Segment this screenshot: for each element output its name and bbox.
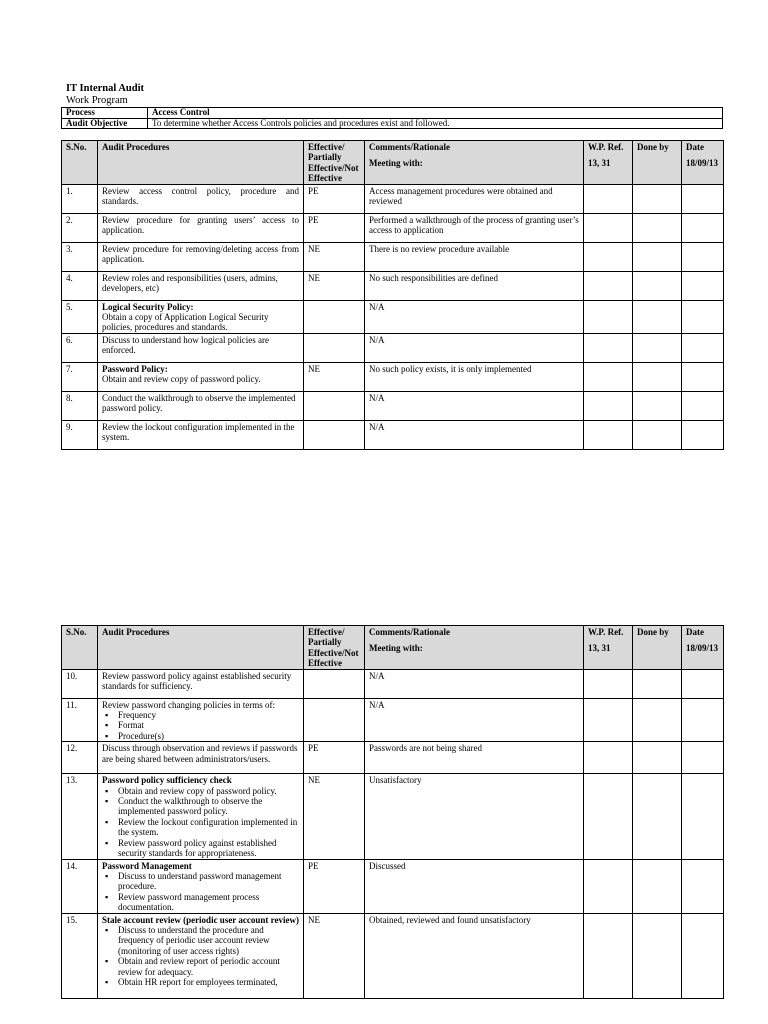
row-date <box>682 669 724 698</box>
process-label: Process <box>62 108 148 119</box>
table-row <box>62 859 724 913</box>
document-title: IT Internal Audit <box>66 83 144 94</box>
procedure-bullet: ▪ Discuss to understand the procedure and frequency of periodic user account review (monitoring of user access rights) <box>118 925 299 956</box>
row-doneby <box>633 859 682 913</box>
row-doneby <box>633 242 682 271</box>
process-row <box>62 108 723 119</box>
table-row <box>62 669 724 698</box>
row-doneby <box>633 391 682 420</box>
row-procedure <box>98 213 304 242</box>
procedure-title: Logical Security Policy: <box>102 301 194 312</box>
row-effectiveness: PE <box>304 184 365 213</box>
row-procedure <box>98 271 304 300</box>
table-row <box>62 774 724 859</box>
row-wpref <box>584 913 633 998</box>
table-row <box>62 242 724 271</box>
table-row <box>62 742 724 774</box>
header-date-value: 18/09/13 <box>686 643 719 654</box>
header-comments <box>365 626 584 670</box>
objective-label: Audit Objective <box>62 118 148 129</box>
header-date-value: 18/09/13 <box>686 158 719 169</box>
row-doneby <box>633 420 682 449</box>
row-wpref <box>584 669 633 698</box>
row-doneby <box>633 913 682 998</box>
row-comment: No such policy exists, it is only implemented <box>365 362 584 391</box>
row-date <box>682 391 724 420</box>
row-comment: Unsatisfactory <box>365 774 584 859</box>
procedure-bullets <box>102 710 299 741</box>
row-procedure <box>98 184 304 213</box>
row-effectiveness <box>304 300 365 333</box>
row-sno: 14. <box>62 859 98 913</box>
row-effectiveness: NE <box>304 362 365 391</box>
header-wpref <box>584 141 633 185</box>
row-wpref <box>584 698 633 742</box>
row-comment: N/A <box>365 698 584 742</box>
table-row <box>62 362 724 391</box>
row-sno: 7. <box>62 362 98 391</box>
row-wpref <box>584 271 633 300</box>
procedure-bullet: ▪ Obtain and review copy of password policy. <box>118 786 299 796</box>
header-date <box>682 141 724 185</box>
procedure-bullets <box>102 786 299 859</box>
procedure-text: Review the lockout configuration implemented in the system. <box>102 421 295 443</box>
header-date-label: Date <box>686 142 704 152</box>
row-doneby <box>633 271 682 300</box>
header-comments-label: Comments/Rationale <box>369 627 450 637</box>
procedure-title: Stale account review (periodic user account review) <box>102 914 299 925</box>
row-doneby <box>633 742 682 774</box>
row-date <box>682 184 724 213</box>
row-doneby <box>633 333 682 362</box>
procedure-bullet: ▪ Review password management process documentation. <box>118 892 299 913</box>
row-sno: 10. <box>62 669 98 698</box>
header-sno: S.No. <box>62 626 98 670</box>
row-date <box>682 300 724 333</box>
row-doneby <box>633 698 682 742</box>
row-wpref <box>584 300 633 333</box>
table-row <box>62 333 724 362</box>
audit-procedures-table-1 <box>61 140 724 450</box>
row-comment: N/A <box>365 391 584 420</box>
procedure-title: Password policy sufficiency check <box>102 775 232 786</box>
row-effectiveness: NE <box>304 913 365 998</box>
row-effectiveness: PE <box>304 859 365 913</box>
row-comment: N/A <box>365 300 584 333</box>
row-comment: Obtained, reviewed and found unsatisfactory <box>365 913 584 998</box>
row-comment: Performed a walkthrough of the process of granting user’s access to application <box>365 213 584 242</box>
row-sno: 15. <box>62 913 98 998</box>
procedure-bullet: ▪ Procedure(s) <box>118 731 299 741</box>
row-procedure <box>98 420 304 449</box>
row-doneby <box>633 362 682 391</box>
row-procedure <box>98 698 304 742</box>
document-subtitle: Work Program <box>66 95 128 106</box>
row-procedure <box>98 669 304 698</box>
header-sno: S.No. <box>62 141 98 185</box>
row-date <box>682 333 724 362</box>
row-effectiveness: NE <box>304 271 365 300</box>
procedure-bullet: ▪ Review password policy against established security standards for appropriateness. <box>118 838 299 859</box>
header-comments <box>365 141 584 185</box>
header-wpref-value: 13, 31 <box>588 643 611 654</box>
row-doneby <box>633 184 682 213</box>
row-wpref <box>584 774 633 859</box>
header-date <box>682 626 724 670</box>
row-effectiveness <box>304 391 365 420</box>
table-row <box>62 213 724 242</box>
row-date <box>682 774 724 859</box>
row-comment: N/A <box>365 333 584 362</box>
row-comment: No such responsibilities are defined <box>365 271 584 300</box>
row-sno: 11. <box>62 698 98 742</box>
row-wpref <box>584 362 633 391</box>
row-wpref <box>584 213 633 242</box>
procedure-text: Review roles and responsibilities (users, admins, developers, etc) <box>102 272 278 294</box>
table-header-row <box>62 626 724 670</box>
procedure-text: Review access control policy, procedure and standards. <box>102 185 299 207</box>
header-comments-label: Comments/Rationale <box>369 142 450 152</box>
row-sno: 8. <box>62 391 98 420</box>
procedure-text: Review password policy against established security standards for sufficiency. <box>102 670 292 692</box>
procedure-bullet: ▪ Conduct the walkthrough to observe the implemented password policy. <box>118 796 299 817</box>
procedure-text: Review procedure for granting users’ access to application. <box>102 214 299 236</box>
row-doneby <box>633 774 682 859</box>
row-procedure <box>98 859 304 913</box>
procedure-text: Review procedure for removing/deleting access from application. <box>102 243 299 265</box>
table-header-row <box>62 141 724 185</box>
procedure-text: Conduct the walkthrough to observe the implemented password policy. <box>102 392 296 414</box>
row-wpref <box>584 420 633 449</box>
procedure-text: Discuss to understand how logical policies are enforced. <box>102 334 269 356</box>
row-comment: N/A <box>365 420 584 449</box>
procedure-title: Password Management <box>102 860 192 871</box>
row-wpref <box>584 184 633 213</box>
row-date <box>682 859 724 913</box>
row-wpref <box>584 742 633 774</box>
row-procedure <box>98 391 304 420</box>
row-date <box>682 420 724 449</box>
procedure-bullet: ▪ Format <box>118 720 299 730</box>
procedure-text: Review password changing policies in terms of: <box>102 699 275 710</box>
row-procedure <box>98 242 304 271</box>
row-wpref <box>584 242 633 271</box>
table-row <box>62 420 724 449</box>
objective-row <box>62 118 723 129</box>
row-effectiveness: PE <box>304 213 365 242</box>
row-procedure <box>98 913 304 998</box>
row-sno: 12. <box>62 742 98 774</box>
table-row <box>62 300 724 333</box>
row-sno: 2. <box>62 213 98 242</box>
header-wpref-label: W.P. Ref. <box>588 627 624 637</box>
header-procedures: Audit Procedures <box>98 141 304 185</box>
audit-info-table <box>61 107 723 129</box>
row-procedure <box>98 742 304 774</box>
row-sno: 5. <box>62 300 98 333</box>
header-wpref <box>584 626 633 670</box>
header-date-label: Date <box>686 627 704 637</box>
row-effectiveness: NE <box>304 774 365 859</box>
procedure-bullet: ▪ Obtain and review report of periodic account review for adequacy. <box>118 956 299 977</box>
row-sno: 6. <box>62 333 98 362</box>
row-doneby <box>633 213 682 242</box>
header-effective: Effective/ Partially Effective/Not Effective <box>304 626 365 670</box>
table-row <box>62 698 724 742</box>
row-sno: 4. <box>62 271 98 300</box>
row-wpref <box>584 859 633 913</box>
procedure-text: Obtain and review copy of password policy. <box>102 374 261 385</box>
row-date <box>682 242 724 271</box>
procedure-bullet: ▪ Review the lockout configuration implemented in the system. <box>118 817 299 838</box>
row-effectiveness: NE <box>304 242 365 271</box>
header-doneby: Done by <box>633 141 682 185</box>
audit-procedures-table-2 <box>61 625 724 999</box>
row-effectiveness <box>304 333 365 362</box>
table-row <box>62 913 724 998</box>
row-date <box>682 213 724 242</box>
row-effectiveness <box>304 420 365 449</box>
procedure-bullet: ▪ Obtain HR report for employees terminated, <box>118 977 299 987</box>
table-row <box>62 184 724 213</box>
row-effectiveness <box>304 698 365 742</box>
procedure-bullets <box>102 871 299 913</box>
procedure-title: Password Policy: <box>102 363 168 374</box>
row-effectiveness: PE <box>304 742 365 774</box>
row-procedure <box>98 774 304 859</box>
row-date <box>682 698 724 742</box>
row-date <box>682 913 724 998</box>
header-doneby: Done by <box>633 626 682 670</box>
header-wpref-label: W.P. Ref. <box>588 142 624 152</box>
row-procedure <box>98 362 304 391</box>
row-doneby <box>633 669 682 698</box>
row-date <box>682 271 724 300</box>
row-wpref <box>584 333 633 362</box>
header-procedures: Audit Procedures <box>98 626 304 670</box>
row-date <box>682 362 724 391</box>
row-comment: There is no review procedure available <box>365 242 584 271</box>
procedure-text: Obtain a copy of Application Logical Security policies, procedures and standards. <box>102 312 269 333</box>
table-row <box>62 391 724 420</box>
procedure-bullet: ▪ Frequency <box>118 710 299 720</box>
row-effectiveness <box>304 669 365 698</box>
table-row <box>62 271 724 300</box>
row-sno: 3. <box>62 242 98 271</box>
row-procedure <box>98 333 304 362</box>
row-procedure <box>98 300 304 333</box>
row-sno: 13. <box>62 774 98 859</box>
objective-value: To determine whether Access Controls policies and procedures exist and followed. <box>148 118 723 129</box>
header-meeting-label: Meeting with: <box>369 643 423 654</box>
row-doneby <box>633 300 682 333</box>
process-value: Access Control <box>148 108 723 119</box>
header-meeting-label: Meeting with: <box>369 158 423 169</box>
row-comment: Discussed <box>365 859 584 913</box>
row-sno: 1. <box>62 184 98 213</box>
row-wpref <box>584 391 633 420</box>
row-comment: N/A <box>365 669 584 698</box>
row-comment: Passwords are not being shared <box>365 742 584 774</box>
row-date <box>682 742 724 774</box>
procedure-bullet: ▪ Discuss to understand password management procedure. <box>118 871 299 892</box>
header-effective: Effective/ Partially Effective/Not Effective <box>304 141 365 185</box>
procedure-bullets <box>102 925 299 987</box>
row-sno: 9. <box>62 420 98 449</box>
row-comment: Access management procedures were obtained and reviewed <box>365 184 584 213</box>
procedure-text: Discuss through observation and reviews if passwords are being shared between administrators/users. <box>102 743 298 764</box>
header-wpref-value: 13, 31 <box>588 158 611 169</box>
